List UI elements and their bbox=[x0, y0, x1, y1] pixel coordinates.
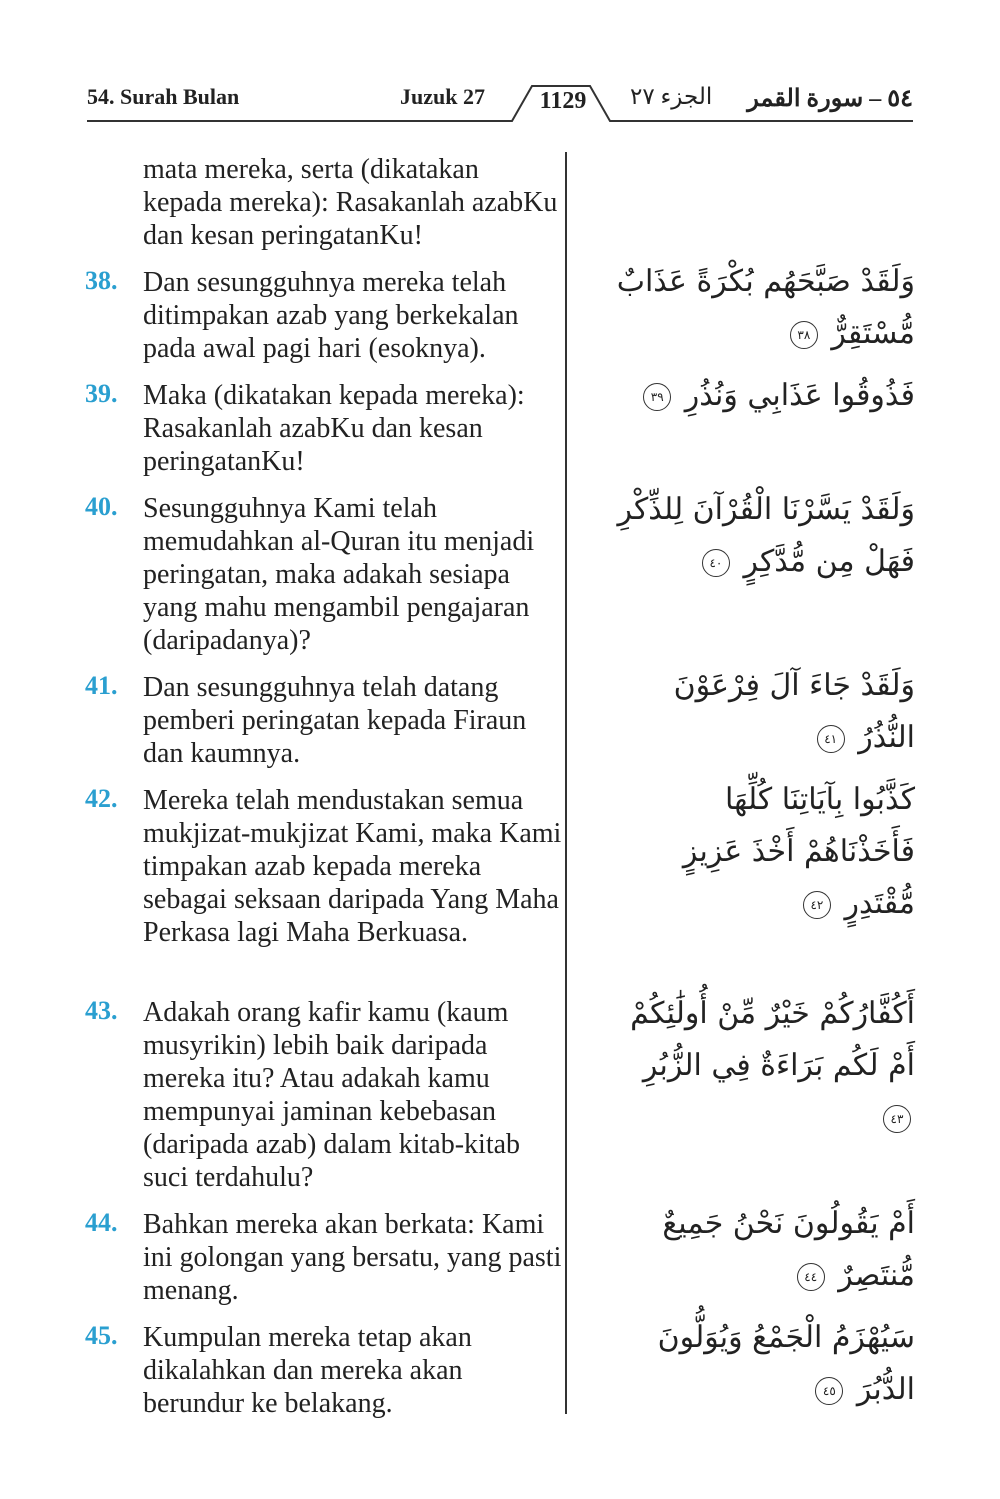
verse-38-arabic bbox=[615, 256, 915, 360]
arabic-text: وَلَقَدْ يَسَّرْنَا الْقُرْآنَ لِلذِّكْرِ فَهَلْ مِن مُّدَّكِرٍ bbox=[617, 492, 915, 579]
ayah-marker-icon: ٤٣ bbox=[883, 1105, 911, 1133]
verse-translation: Adakah orang kafir kamu (kaum musyrikin) lebih baik daripada mereka itu? Atau adakah kamu mempunyai jaminan kebebasan (daripada azab) dalam kitab-kitab suci terdahulu? bbox=[143, 997, 521, 1193]
ayah-marker-icon: ٣٩ bbox=[643, 383, 671, 411]
page-number: 1129 bbox=[539, 88, 587, 114]
arabic-text: وَلَقَدْ صَبَّحَهُم بُكْرَةً عَذَابٌ مُّسْتَقِرٌّ bbox=[616, 264, 915, 351]
verse-translation: Sesungguhnya Kami telah memudahkan al-Quran itu menjadi peringatan, maka adakah sesiapa yang mahu mengambil pengajaran (daripadanya)? bbox=[143, 493, 535, 656]
verse-44-arabic bbox=[615, 1198, 915, 1302]
ayah-marker-icon: ٤٠ bbox=[702, 549, 730, 577]
verse-number: 38. bbox=[85, 266, 118, 295]
ayah-marker-icon: ٤٢ bbox=[803, 891, 831, 919]
arabic-text: فَذُوقُوا عَذَابِي وَنُذُرِ bbox=[684, 378, 915, 413]
verse-number: 42. bbox=[85, 784, 118, 813]
verse-number: 44. bbox=[85, 1208, 118, 1237]
verse-number: 41. bbox=[85, 671, 118, 700]
verse-39-arabic bbox=[615, 370, 915, 422]
verse-42-arabic bbox=[615, 774, 915, 930]
arabic-text: كَذَّبُوا بِآيَاتِنَا كُلِّهَا فَأَخَذْنَاهُمْ أَخْذَ عَزِيزٍ مُّقْتَدِرٍ bbox=[682, 782, 915, 921]
verse-translation: Dan sesungguhnya mereka telah ditimpakan azab yang berkekalan pada awal pagi hari (esoknya). bbox=[143, 267, 519, 364]
verse-43-arabic bbox=[615, 988, 915, 1144]
verse-41-arabic bbox=[615, 660, 915, 764]
verse-number: 43. bbox=[85, 996, 118, 1025]
ayah-marker-icon: ٤١ bbox=[817, 725, 845, 753]
page-header bbox=[0, 0, 1000, 130]
ayah-marker-icon: ٣٨ bbox=[790, 321, 818, 349]
verse-40-arabic bbox=[615, 484, 915, 588]
ayah-marker-icon: ٤٤ bbox=[797, 1263, 825, 1291]
verse-45-arabic bbox=[615, 1312, 915, 1416]
verse-number: 45. bbox=[85, 1321, 118, 1350]
arabic-text: أَكُفَّارُكُمْ خَيْرٌ مِّنْ أُولَٰئِكُمْ أَمْ لَكُم بَرَاءَةٌ فِي الزُّبُرِ bbox=[630, 996, 915, 1083]
verse-translation: Bahkan mereka akan berkata: Kami ini golongan yang bersatu, yang pasti menang. bbox=[143, 1209, 562, 1306]
verse-number: 39. bbox=[85, 379, 118, 408]
surah-title: 54. Surah Bulan bbox=[87, 84, 240, 109]
verse-number: 40. bbox=[85, 492, 118, 521]
verse-translation: Dan sesungguhnya telah datang pemberi peringatan kepada Firaun dan kaumnya. bbox=[143, 672, 527, 769]
juz-label: Juzuk 27 bbox=[400, 84, 485, 109]
surah-title-arabic: ٥٤ – سورة القمر bbox=[747, 86, 913, 112]
arabic-text: سَيُهْزَمُ الْجَمْعُ وَيُوَلُّونَ الدُّبُرَ bbox=[657, 1320, 915, 1407]
arabic-text: أَمْ يَقُولُونَ نَحْنُ جَمِيعٌ مُّنتَصِرٌ bbox=[662, 1206, 915, 1293]
verse-translation: Maka (dikatakan kepada mereka): Rasakanlah azabKu dan kesan peringatanKu! bbox=[143, 380, 525, 477]
verse-translation: Kumpulan mereka tetap akan dikalahkan dan mereka akan berundur ke belakang. bbox=[143, 1322, 472, 1419]
arabic-text: وَلَقَدْ جَاءَ آلَ فِرْعَوْنَ النُّذُرُ bbox=[673, 668, 915, 755]
ayah-marker-icon: ٤٥ bbox=[815, 1377, 843, 1405]
verse-translation: Mereka telah mendustakan semua mukjizat-mukjizat Kami, maka Kami timpakan azab kepada mereka sebagai seksaan daripada Yang Maha Perkasa lagi Maha Berkuasa. bbox=[143, 785, 562, 948]
juz-label-arabic: الجزء ٢٧ bbox=[630, 84, 713, 109]
intro-text: mata mereka, serta (dikatakan kepada mereka): Rasakanlah azabKu dan kesan peringatanKu! bbox=[143, 154, 558, 251]
column-divider bbox=[565, 152, 567, 1414]
